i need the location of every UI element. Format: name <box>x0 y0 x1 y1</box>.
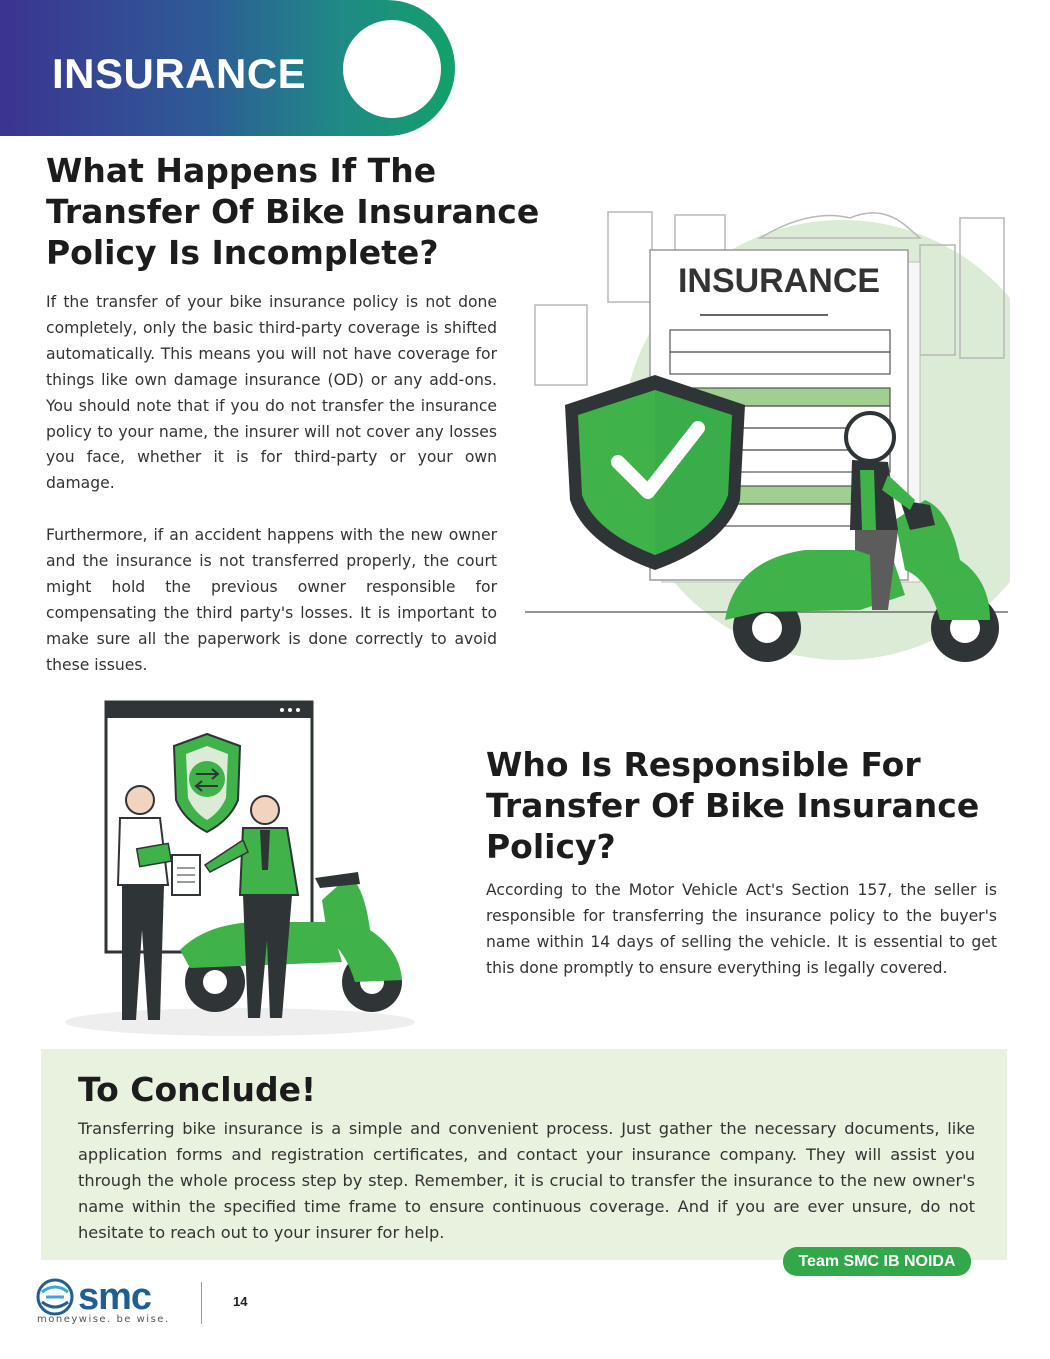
smc-logo-text: smc <box>78 1276 152 1318</box>
section1-heading: What Happens If The Transfer Of Bike Insurance Policy Is Incomplete? <box>46 151 540 272</box>
banner-circle <box>343 20 441 118</box>
banner-title: INSURANCE <box>52 50 307 97</box>
footer-divider <box>201 1282 202 1324</box>
conclusion-paragraph: Transferring bike insurance is a simple and convenient process. Just gather the necessary documents, like application forms and registration certificates, and contact your insurance company. They will assist you through the whole process step by step. Remember, it is crucial to transfer the insurance to the new owner's name within the specified time frame to ensure continuous coverage. And if you are ever unsure, do not hesitate to reach out to your insurer for help. <box>78 1119 975 1242</box>
section2-heading: Who Is Responsible For Transfer Of Bike Insurance Policy? <box>486 745 980 866</box>
section1-paragraph2: Furthermore, if an accident happens with the new owner and the insurance is not transferred properly, the court might hold the previous owner responsible for compensating the third party's losses. It is important to make sure all the paperwork is done correctly to avoid these issues. <box>46 526 497 674</box>
smc-logo-icon <box>36 1278 76 1316</box>
section2-paragraph: According to the Motor Vehicle Act's Section 157, the seller is responsible for transferring the insurance policy to the buyer's name within 14 days of selling the vehicle. It is essential to get this done promptly to ensure everything is legally covered. <box>486 881 997 977</box>
document-title: INSURANCE <box>677 262 881 300</box>
insurance-rider-illustration <box>520 200 1010 690</box>
conclusion-heading: To Conclude! <box>78 1070 317 1109</box>
section1-paragraph1: If the transfer of your bike insurance policy is not done completely, only the basic third-party coverage is shifted automatically. This means you will not have coverage for things like own damage insurance (OD) or any add-ons. You should note that if you do not transfer the insurance policy to your name, the insurer will not cover any losses you face, whether it is for third-party or your own damage. <box>46 293 497 493</box>
page-number: 14 <box>233 1294 248 1309</box>
team-badge: Team SMC IB NOIDA <box>783 1247 971 1276</box>
policy-handover-illustration <box>60 700 430 1040</box>
smc-tagline: moneywise. be wise. <box>37 1314 170 1325</box>
